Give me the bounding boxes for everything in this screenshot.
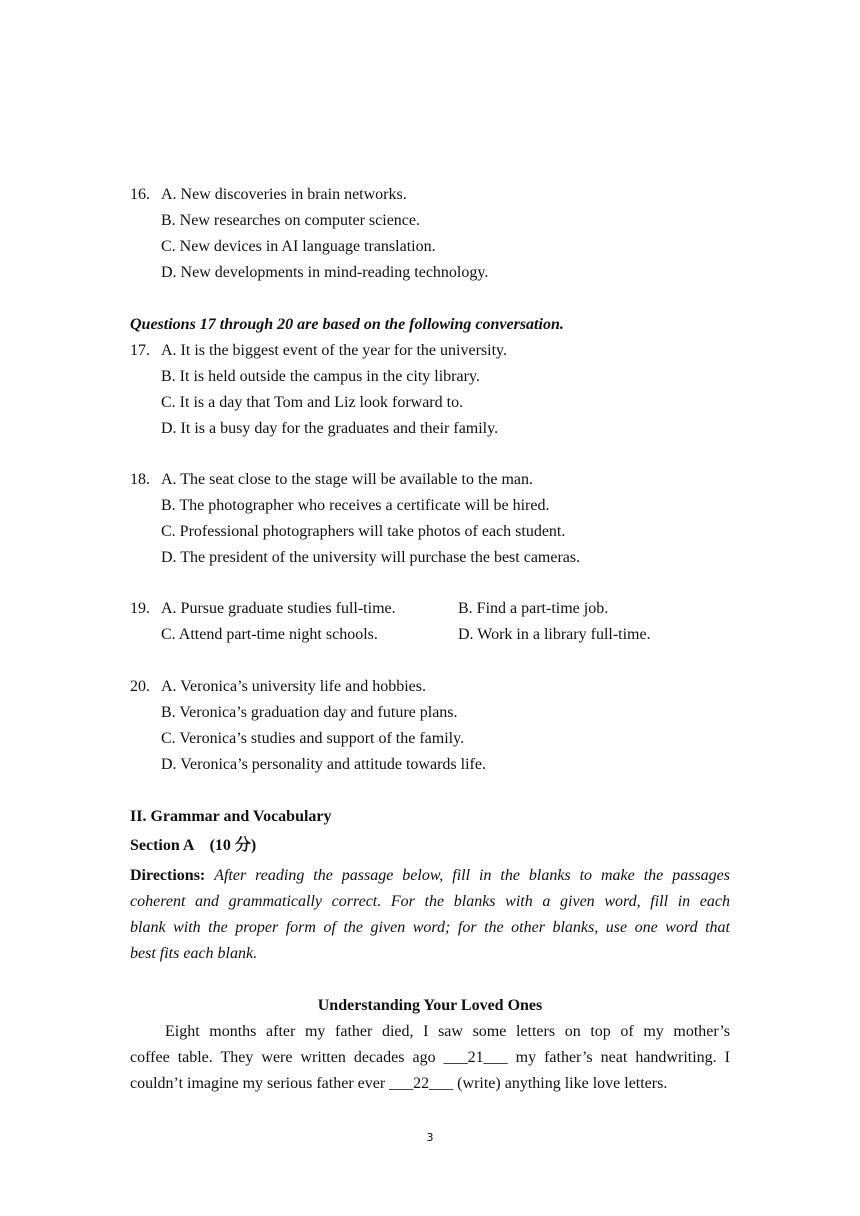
question-16-option-d: D. New developments in mind-reading technology. xyxy=(161,264,489,281)
question-20-option-a: A. Veronica’s university life and hobbies. xyxy=(161,678,426,695)
directions-line-4: best fits each blank. xyxy=(130,945,258,962)
question-19-option-a: A. Pursue graduate studies full-time. xyxy=(161,600,396,617)
question-17-option-a: A. It is the biggest event of the year for the university. xyxy=(161,342,507,359)
passage-title: Understanding Your Loved Ones xyxy=(317,997,543,1014)
question-16-option-a: A. New discoveries in brain networks. xyxy=(161,186,407,203)
question-19-number: 19. xyxy=(130,600,150,617)
question-19-option-b: B. Find a part-time job. xyxy=(458,600,609,617)
question-17-option-c: C. It is a day that Tom and Liz look forward to. xyxy=(161,394,464,411)
question-18-option-a: A. The seat close to the stage will be available to the man. xyxy=(161,471,534,488)
question-16-option-c: C. New devices in AI language translation. xyxy=(161,238,436,255)
directions-line-2: coherent and grammatically correct. For the blanks with a given word, fill in each xyxy=(130,893,730,910)
question-19-option-c: C. Attend part-time night schools. xyxy=(161,626,378,643)
question-17-number: 17. xyxy=(130,342,150,359)
question-19-option-d: D. Work in a library full-time. xyxy=(458,626,651,643)
directions-line-3: blank with the proper form of the given word; for the other blanks, use one word that xyxy=(130,919,730,936)
passage-line-2: coffee table. They were written decades ago ___21___ my father’s neat handwriting. I xyxy=(130,1049,730,1066)
passage-line-3: couldn’t imagine my serious father ever ___22___ (write) anything like love letters. xyxy=(130,1075,668,1092)
question-18-option-c: C. Professional photographers will take photos of each student. xyxy=(161,523,566,540)
directions-text-1: After reading the passage below, fill in the blanks to make the passages xyxy=(214,867,730,884)
question-20-number: 20. xyxy=(130,678,150,695)
question-20-option-c: C. Veronica’s studies and support of the family. xyxy=(161,730,465,747)
question-18-option-b: B. The photographer who receives a certificate will be hired. xyxy=(161,497,550,514)
question-18-number: 18. xyxy=(130,471,150,488)
question-20-option-d: D. Veronica’s personality and attitude towards life. xyxy=(161,756,486,773)
directions-label: Directions: xyxy=(130,867,206,884)
page-number: 3 xyxy=(426,1131,434,1144)
directions-line-1 xyxy=(130,863,730,889)
question-17-option-d: D. It is a busy day for the graduates and their family. xyxy=(161,420,499,437)
question-17-option-b: B. It is held outside the campus in the city library. xyxy=(161,368,480,385)
passage-line-1: Eight months after my father died, I saw some letters on top of my mother’s xyxy=(165,1023,730,1040)
section-a-heading: Section A (10 分) xyxy=(130,837,257,854)
conversation-heading: Questions 17 through 20 are based on the following conversation. xyxy=(130,316,564,333)
question-16-number: 16. xyxy=(130,186,150,203)
question-18-option-d: D. The president of the university will purchase the best cameras. xyxy=(161,549,581,566)
question-16-option-b: B. New researches on computer science. xyxy=(161,212,420,229)
question-20-option-b: B. Veronica’s graduation day and future plans. xyxy=(161,704,458,721)
section-heading: II. Grammar and Vocabulary xyxy=(130,808,332,825)
